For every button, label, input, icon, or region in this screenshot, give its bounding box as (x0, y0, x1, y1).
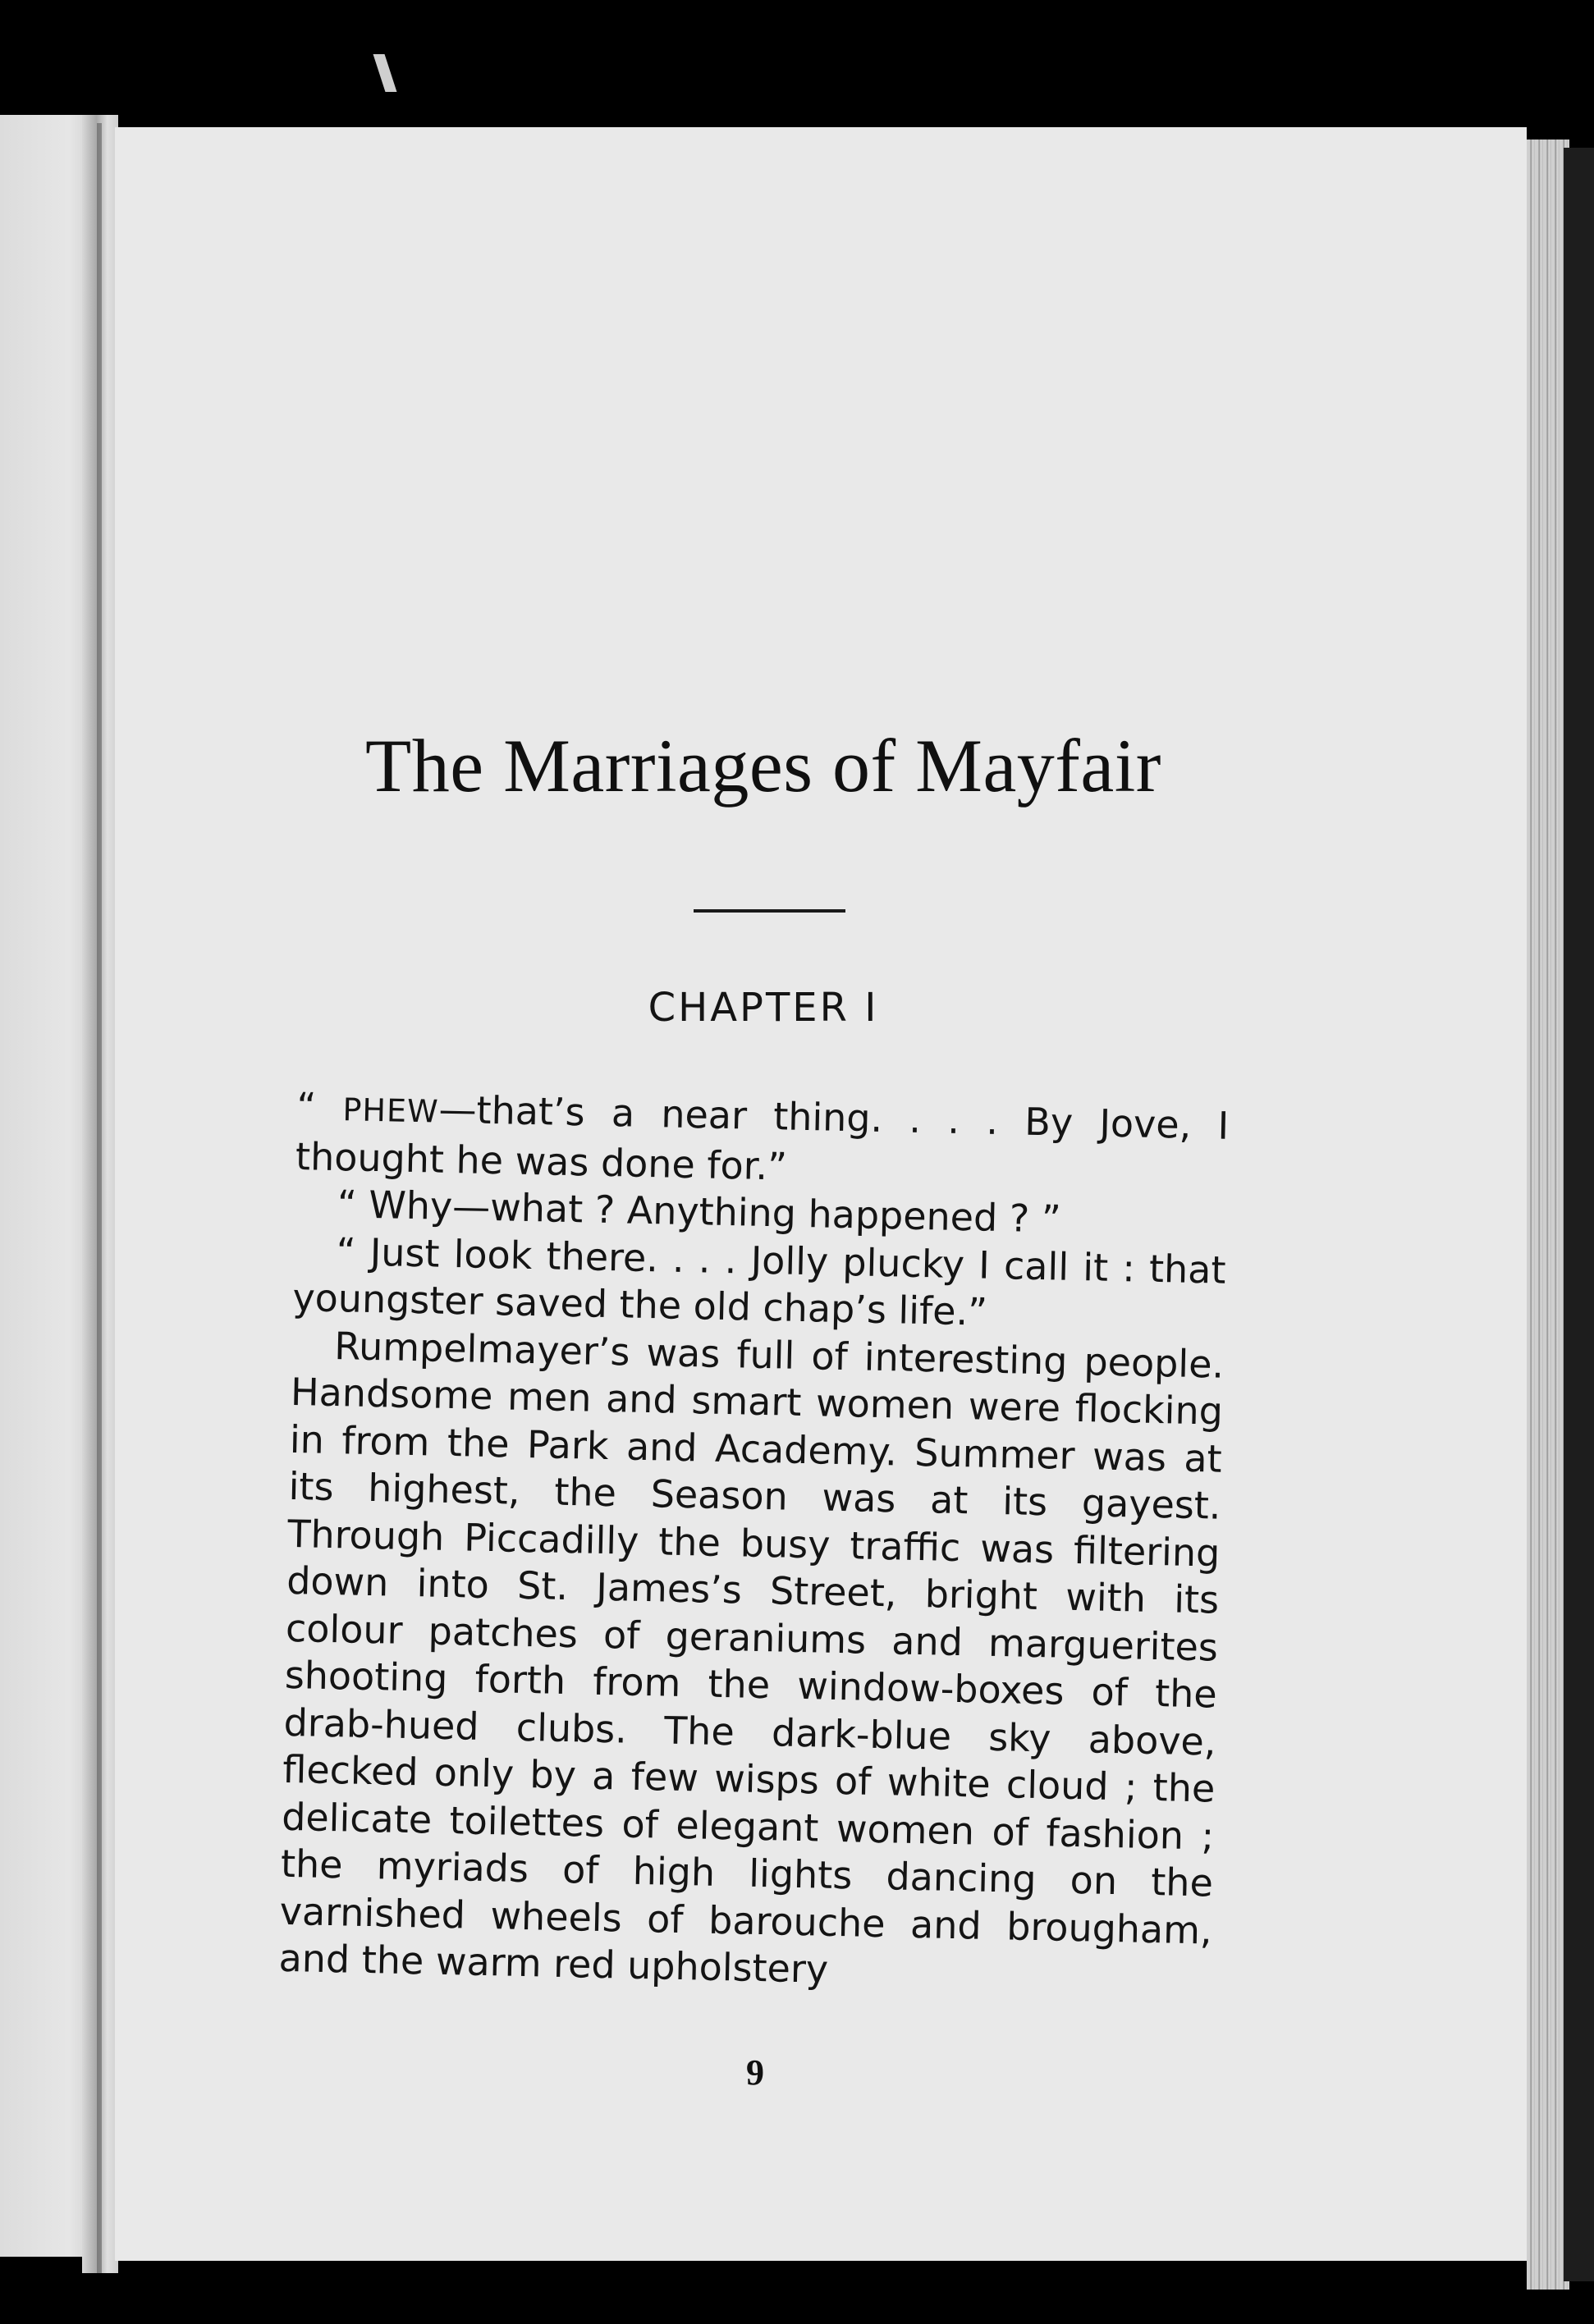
paragraph-1-text: —that’s a near thing. . . . By Jove, I thought he was done for.” (295, 1087, 1230, 1189)
chapter-heading: CHAPTER I (648, 985, 879, 1031)
book-title: The Marriages of Mayfair (365, 724, 1161, 807)
page-number: 9 (746, 2052, 764, 2093)
paragraph-1 (295, 1083, 1230, 1200)
paragraph-3: “ Just look there. . . . Jolly plucky I call it : that youngster saved the old chap’s life.” (291, 1228, 1227, 1334)
smallcaps-lead: PHEW (342, 1091, 440, 1130)
paragraph-2: “ Why—what ? Anything happened ? ” (337, 1182, 1062, 1242)
title-rule (694, 909, 845, 913)
scan-speck (373, 54, 397, 92)
book-binding (1564, 148, 1594, 2281)
chapter-body (278, 1083, 1230, 2001)
paragraph-4: Rumpelmayer’s was full of interesting people. Handsome men and smart women were flocking in from the Park and Academy. Summer was at its highest, the Season was at its gayest. Through Piccadilly the busy traffic was filtering down into St. James’s Street, bright with its colour patches of geraniums and marguerites shooting forth from the window-boxes of the drab-hued clubs. The dark-blue sky above, flecked only by a few wisps of white cloud ; the delicate toilettes of elegant women of fashion ; the myriads of high lights dancing on the varnished wheels of barouche and brougham, and the warm red upholstery (278, 1323, 1225, 1992)
open-quote: “ (295, 1083, 344, 1130)
gutter-shadow (97, 123, 102, 2273)
